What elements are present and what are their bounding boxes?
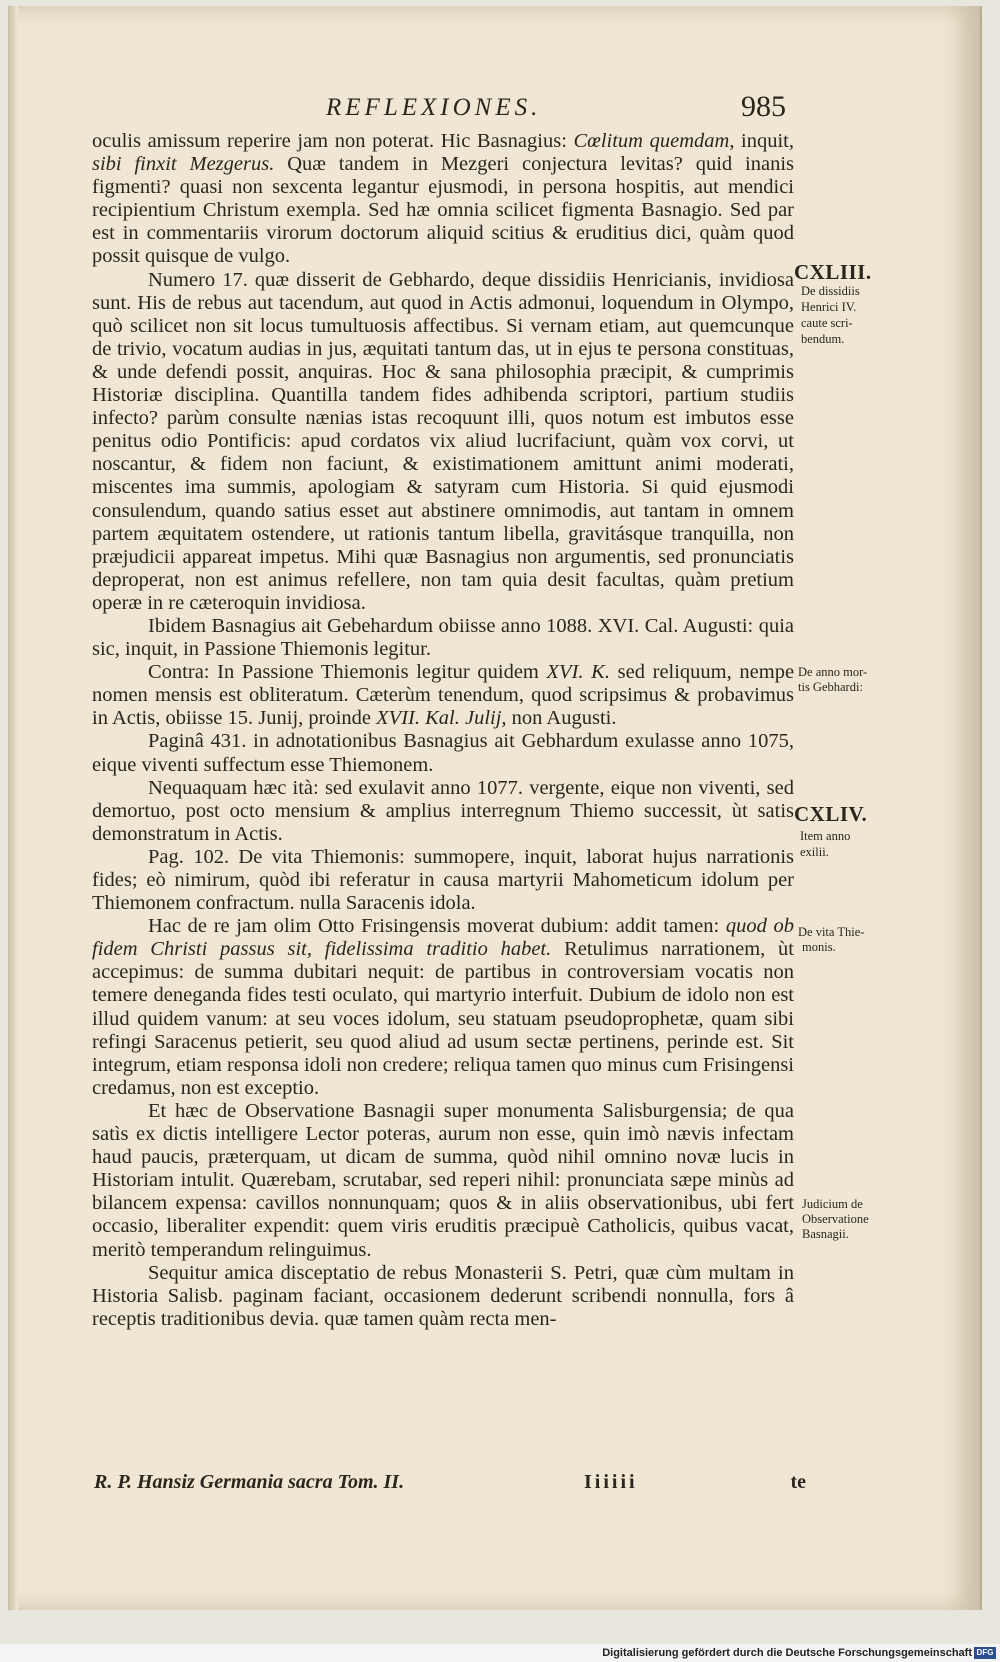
paragraph-4: Contra: In Passione Thiemonis legitur quidem XVI. K. sed reliquum, nempe nomen mensis est obliteratum. Cæterùm tenendum, quod scripsimus & probavimus in Actis, obiisse 15. Junij, proinde XVII. Kal. Julij, non Augusti. (92, 661, 795, 730)
margin-note-anno-mortis: De anno mor- tis Gebhardi: (798, 665, 868, 694)
running-title: REFLEXIONES. (326, 94, 542, 121)
digitization-credit-bar (0, 1644, 1000, 1662)
book-page (8, 6, 982, 1610)
credit-text: Digitalisierung gefördert durch die Deutsche Forschungsgemeinschaft (602, 1647, 972, 1659)
margin-note-vita-thiemonis: De vita Thie- monis. (798, 925, 865, 954)
margin-note-dissidiis: De dissidiis Henrici IV. caute scri- bendum. (801, 284, 860, 346)
page-footer (94, 1471, 806, 1497)
signature-mark: Iiiiii (584, 1471, 638, 1493)
paragraph-5: Paginâ 431. in adnotationibus Basnagius ait Gebhardum exulasse anno 1075, eique viventi suffectum esse Thiemonem. (92, 730, 794, 776)
margin-note-anno-exilii: Item anno exilii. (800, 829, 851, 859)
page-gutter-shadow (8, 6, 18, 1610)
section-number-cxliii: CXLIII. (794, 260, 872, 284)
page-number: 985 (741, 90, 786, 123)
paragraph-8: Hac de re jam olim Otto Frisingensis moverat dubium: addit tamen: quod ob fidem Christi passus sit, fidelissima traditio habet. Retulimus narrationem, ùt accepimus: de summa dubitari nequit: de partibus in controversiam vocatis non temere deneganda fides testi oculato, qui martyrio interfuit. Dubium de idolo non est illud quidem vanum: at seu voces idolum, seu statuam pseudoprophetæ, quam sibi refingi Saracenus petierit, seu quod aliud ad usum sectæ pertinens, perinde est. Sit integrum, etiam responsa idoli non credere; reliqua tamen quo minus cum Frisingensi credamus, non est exceptio. (92, 915, 794, 1099)
paragraph-6: Nequaquam hæc ità: sed exulavit anno 1077. vergente, eique non viventi, sed demortuo, post octo mensium & amplius interregnum Thiemo successit, ùt satis demonstratum in Actis. (92, 776, 794, 845)
page-header (326, 90, 786, 134)
dfg-logo: DFG (974, 1647, 996, 1659)
paragraph-7: Pag. 102. De vita Thiemonis: summopere, inquit, laborat hujus narrationis fides; eò nimirum, quòd ibi referatur in causa martyrii Mahometicum idolum per Thiemonem confractum. nulla Saracenis idola. (92, 845, 794, 915)
paragraph-9: Et hæc de Observatione Basnagii super monumenta Salisburgensia; de qua satìs ex dictis intelligere Lector poteras, aurum non esse, quin imò nævis infectam haud paucis, præterquam, ut dicam de summa, quòd nihil omnino novæ lucis in Historiam intulit. Quærebam, scrutabar, sed reperi nihil: pronunciata sæpe minùs ad bilancem expensa: cavillos nonnunquam; quos & in aliis observationibus, ubi fert occasio, liberaliter expendit: quem viris eruditis præcipuè Catholicis, quibus vacat, meritò temperandum relinguimus. (92, 1099, 794, 1261)
paragraph-3: Ibidem Basnagius ait Gebehardum obiisse anno 1088. XVI. Cal. Augusti: quia sic, inquit, in Passione Thiemonis legitur. (92, 614, 794, 661)
paragraph-2: Numero 17. quæ disserit de Gebhardo, deque dissidiis Henricianis, invidiosa sunt. His de rebus aut tacendum, aut quod in Actis admonui, loquendum in Olympo, quò scilicet non sit locus tumultuosis affectibus. Si vernam etiam, aut quemcunque de trivio, vocatum audias in jus, æquitati tantum das, ut in ejus te persona constituas, & unde defendi possit, anquiras. Hoc & sana philosophia præcipit, & cumprimis Historiæ disciplina. Quantilla tandem fides adhibenda scriptori, partium studiis infecto? parùm consulte nænias istas recoquunt illi, quos notum est imbutos esse penitus odio Pontificis: apud cordatos vix aliud lucrifaciunt, quàm vox corvi, ut noscantur, & fidem non faciunt, & existimationem amittunt animi moderati, miscentes ima summis, apologiam & satyram cum Historia. Si quid ejusmodi consulendum, quando satius esset aut abstinere omnimodis, aut tantam in omnem partem æquitatem ostendere, ut rationis tantum libella, gravitásque tranquilla, non præjudicii appareat impetus. Mihi quæ Basnagius non argumentis, sed pronunciatis deproperat, non est animus refellere, non tam quia desit facultas, quàm pretium operæ in re cæteroquin invidiosa. (92, 268, 794, 614)
footer-book-title: R. P. Hansiz Germania sacra Tom. II. (94, 1471, 405, 1493)
section-number-cxliv: CXLIV. (794, 802, 868, 826)
main-text (92, 130, 794, 1331)
paragraph-1: oculis amissum reperire jam non poterat. Hic Basnagius: Cœlitum quemdam, inquit, sibi finxit Mezgerus. Quæ tandem in Mezgeri conjectura levitas? quid inanis figmenti? quasi non sexcenta legantur ejusmodi, in persona hospitis, aut mendici recipientium Christum exempla. Sed hæ omnia scilicet figmenta Basnagio. Sed par est in commentariis virorum doctorum aliquid scitius & eruditius dici, quàm quod possit quisque de vulgo. (92, 130, 795, 268)
paragraph-10: Sequitur amica disceptatio de rebus Monasterii S. Petri, quæ cùm multam in Historia Salisb. paginam faciant, occasionem dederunt scribendi nonnulla, fors â receptis traditionibus devia. quæ tamen quàm recta men- (92, 1261, 794, 1330)
catchword: te (790, 1471, 806, 1493)
margin-note-judicium: Judicium de Observatione Basnagii. (802, 1197, 869, 1241)
